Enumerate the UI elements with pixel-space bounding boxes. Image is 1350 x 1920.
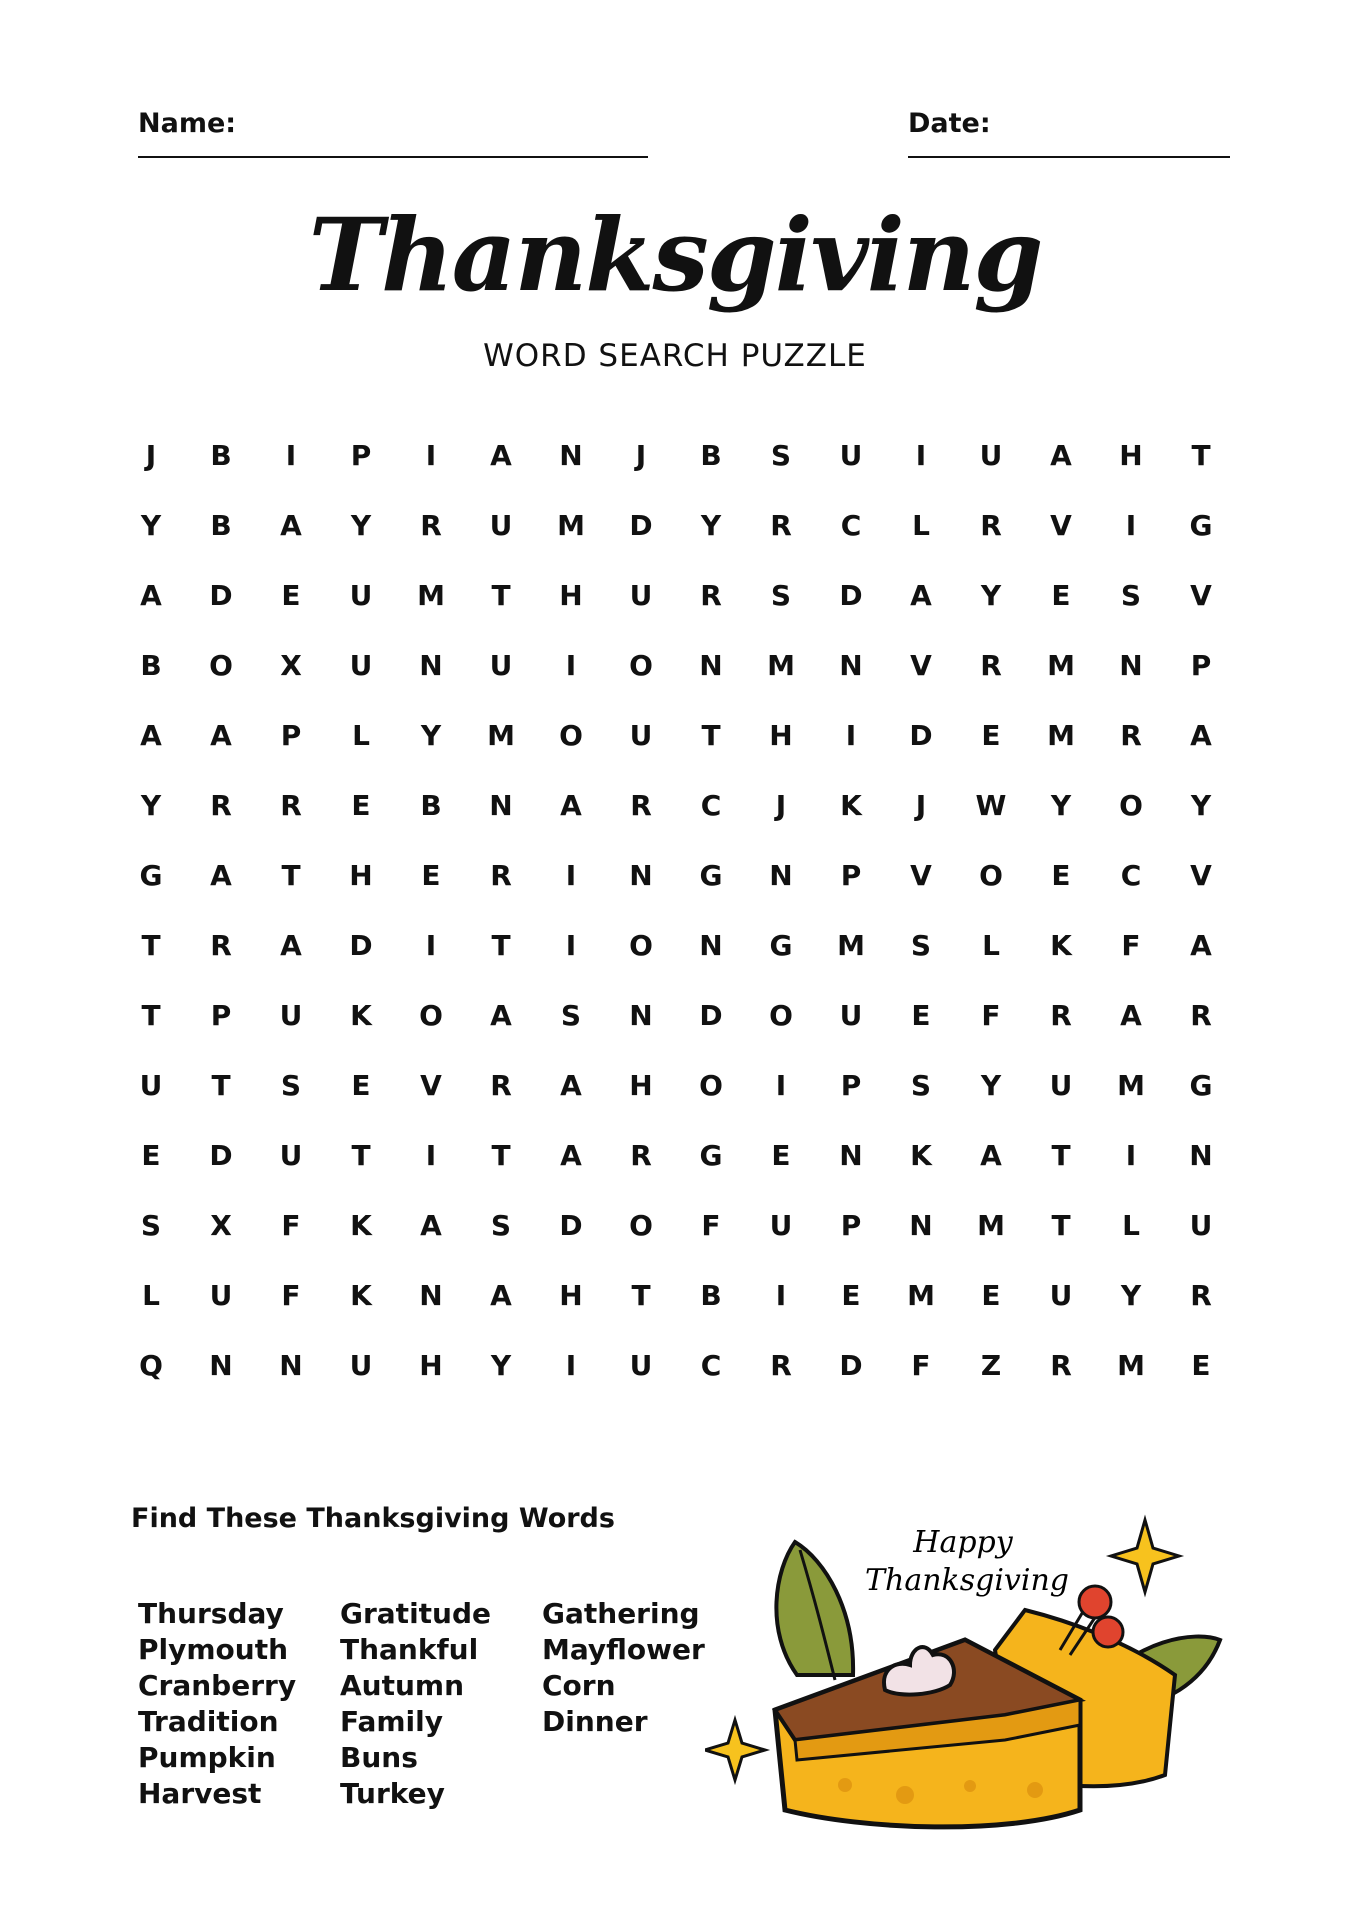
leaf-icon: [776, 1542, 853, 1675]
grid-letter[interactable]: D: [699, 998, 723, 1032]
grid-letter[interactable]: P: [840, 858, 862, 892]
grid-letter[interactable]: E: [351, 1068, 371, 1102]
grid-letter[interactable]: I: [775, 1068, 787, 1102]
grid-letter[interactable]: Q: [139, 1348, 163, 1382]
grid-letter[interactable]: N: [699, 648, 723, 682]
grid-letter[interactable]: H: [559, 1278, 583, 1312]
word-list-item: Turkey: [340, 1777, 445, 1810]
grid-letter[interactable]: K: [350, 1278, 372, 1312]
grid-letter[interactable]: G: [699, 858, 723, 892]
grid-letter[interactable]: F: [911, 1348, 931, 1382]
grid-letter[interactable]: M: [1117, 1348, 1145, 1382]
grid-letter[interactable]: A: [560, 788, 582, 822]
grid-letter[interactable]: L: [352, 718, 370, 752]
word-list-column: [340, 1596, 491, 1812]
grid-letter[interactable]: O: [559, 718, 583, 752]
grid-letter[interactable]: H: [349, 858, 373, 892]
grid-letter[interactable]: O: [419, 998, 443, 1032]
grid-letter[interactable]: Y: [140, 788, 162, 822]
grid-letter[interactable]: A: [1050, 438, 1072, 472]
grid-letter[interactable]: A: [1190, 928, 1212, 962]
word-list-column: [542, 1596, 705, 1740]
grid-letter[interactable]: K: [910, 1138, 932, 1172]
grid-letter[interactable]: U: [279, 1138, 303, 1172]
grid-letter[interactable]: A: [1190, 718, 1212, 752]
grid-letter[interactable]: V: [420, 1068, 442, 1102]
grid-letter[interactable]: T: [281, 858, 301, 892]
grid-letter[interactable]: P: [840, 1208, 862, 1242]
grid-letter[interactable]: C: [840, 508, 862, 542]
grid-letter[interactable]: F: [1121, 928, 1141, 962]
word-list-heading: Find These Thanksgiving Words: [131, 1503, 615, 1534]
grid-letter[interactable]: E: [1191, 1348, 1211, 1382]
grid-letter[interactable]: M: [487, 718, 515, 752]
grid-letter[interactable]: M: [907, 1278, 935, 1312]
grid-letter[interactable]: N: [489, 788, 513, 822]
grid-letter[interactable]: I: [565, 1348, 577, 1382]
grid-letter[interactable]: I: [425, 438, 437, 472]
grid-letter[interactable]: U: [629, 718, 653, 752]
grid-letter[interactable]: O: [1119, 788, 1143, 822]
grid-letter[interactable]: S: [770, 578, 792, 612]
grid-letter[interactable]: O: [629, 1208, 653, 1242]
grid-letter[interactable]: O: [629, 928, 653, 962]
grid-letter[interactable]: W: [975, 788, 1007, 822]
grid-letter[interactable]: I: [845, 718, 857, 752]
word-list-item: Plymouth: [138, 1633, 289, 1666]
grid-letter[interactable]: N: [1119, 648, 1143, 682]
grid-letter[interactable]: N: [419, 648, 443, 682]
grid-letter[interactable]: P: [350, 438, 372, 472]
grid-letter[interactable]: C: [700, 1348, 722, 1382]
grid-letter[interactable]: Y: [350, 508, 372, 542]
grid-letter[interactable]: S: [910, 1068, 932, 1102]
grid-letter[interactable]: U: [979, 438, 1003, 472]
grid-letter[interactable]: H: [1119, 438, 1143, 472]
word-list-item: Tradition: [138, 1705, 279, 1738]
grid-letter[interactable]: T: [1191, 438, 1211, 472]
grid-letter[interactable]: N: [699, 928, 723, 962]
grid-letter[interactable]: S: [560, 998, 582, 1032]
grid-letter[interactable]: L: [912, 508, 930, 542]
grid-letter[interactable]: R: [630, 1138, 652, 1172]
grid-letter[interactable]: R: [490, 858, 512, 892]
grid-letter[interactable]: H: [769, 718, 793, 752]
grid-letter[interactable]: P: [280, 718, 302, 752]
grid-letter[interactable]: R: [1050, 1348, 1072, 1382]
word-list-item: Buns: [340, 1741, 418, 1774]
grid-letter[interactable]: I: [1125, 1138, 1137, 1172]
name-input-line[interactable]: [138, 156, 648, 158]
grid-letter[interactable]: A: [210, 718, 232, 752]
grid-letter[interactable]: Y: [980, 578, 1002, 612]
grid-letter[interactable]: T: [491, 928, 511, 962]
grid-letter[interactable]: E: [141, 1138, 161, 1172]
happy-caption: Happy: [913, 1525, 1013, 1560]
grid-letter[interactable]: U: [839, 438, 863, 472]
grid-letter[interactable]: N: [909, 1208, 933, 1242]
grid-letter[interactable]: T: [631, 1278, 651, 1312]
grid-letter[interactable]: T: [491, 1138, 511, 1172]
word-list-item: Gratitude: [340, 1597, 492, 1630]
grid-letter[interactable]: R: [980, 508, 1002, 542]
grid-letter[interactable]: Y: [980, 1068, 1002, 1102]
grid-letter[interactable]: E: [421, 858, 441, 892]
word-list-item: Thankful: [340, 1633, 479, 1666]
grid-letter[interactable]: R: [210, 788, 232, 822]
word-list-item: Corn: [542, 1669, 616, 1702]
grid-letter[interactable]: L: [1122, 1208, 1140, 1242]
grid-letter[interactable]: U: [839, 998, 863, 1032]
word-list-item: Harvest: [138, 1777, 262, 1810]
grid-letter[interactable]: N: [559, 438, 583, 472]
word-list-item: Dinner: [542, 1705, 648, 1738]
grid-letter[interactable]: B: [700, 1278, 722, 1312]
grid-letter[interactable]: B: [140, 648, 162, 682]
grid-letter[interactable]: N: [279, 1348, 303, 1382]
grid-letter[interactable]: A: [280, 508, 302, 542]
grid-letter[interactable]: S: [910, 928, 932, 962]
grid-letter[interactable]: C: [1120, 858, 1142, 892]
grid-letter[interactable]: U: [349, 648, 373, 682]
grid-letter[interactable]: D: [909, 718, 933, 752]
grid-letter[interactable]: V: [910, 648, 932, 682]
grid-letter[interactable]: M: [977, 1208, 1005, 1242]
grid-letter[interactable]: K: [350, 998, 372, 1032]
grid-letter[interactable]: N: [839, 1138, 863, 1172]
grid-letter[interactable]: U: [489, 508, 513, 542]
grid-letter[interactable]: P: [1190, 648, 1212, 682]
grid-letter[interactable]: F: [281, 1208, 301, 1242]
grid-letter[interactable]: M: [1047, 718, 1075, 752]
grid-letter[interactable]: T: [1051, 1138, 1071, 1172]
grid-letter[interactable]: I: [1125, 508, 1137, 542]
grid-letter[interactable]: O: [629, 648, 653, 682]
word-list-item: Cranberry: [138, 1669, 297, 1702]
grid-letter[interactable]: T: [491, 578, 511, 612]
grid-letter[interactable]: M: [557, 508, 585, 542]
grid-letter[interactable]: H: [629, 1068, 653, 1102]
grid-letter[interactable]: A: [560, 1068, 582, 1102]
grid-letter[interactable]: E: [911, 998, 931, 1032]
grid-letter[interactable]: D: [839, 578, 863, 612]
grid-letter[interactable]: E: [841, 1278, 861, 1312]
grid-letter[interactable]: M: [1047, 648, 1075, 682]
grid-letter[interactable]: S: [140, 1208, 162, 1242]
grid-letter[interactable]: A: [210, 858, 232, 892]
grid-letter[interactable]: R: [490, 1068, 512, 1102]
word-list-column: [138, 1596, 296, 1812]
grid-letter[interactable]: J: [775, 788, 787, 822]
grid-letter[interactable]: R: [420, 508, 442, 542]
grid-letter[interactable]: D: [349, 928, 373, 962]
grid-letter[interactable]: F: [281, 1278, 301, 1312]
grid-letter[interactable]: O: [699, 1068, 723, 1102]
word-list-item: Gathering: [542, 1597, 700, 1630]
name-label: Name:: [138, 108, 237, 139]
grid-letter[interactable]: E: [981, 718, 1001, 752]
grid-letter[interactable]: B: [210, 438, 232, 472]
grid-letter[interactable]: F: [701, 1208, 721, 1242]
grid-letter[interactable]: U: [1049, 1068, 1073, 1102]
grid-letter[interactable]: D: [209, 578, 233, 612]
grid-letter[interactable]: S: [280, 1068, 302, 1102]
grid-letter[interactable]: I: [565, 858, 577, 892]
grid-letter[interactable]: X: [210, 1208, 232, 1242]
grid-letter[interactable]: P: [840, 1068, 862, 1102]
grid-letter[interactable]: R: [630, 788, 652, 822]
grid-letter[interactable]: O: [769, 998, 793, 1032]
grid-letter[interactable]: V: [1190, 858, 1212, 892]
grid-letter[interactable]: Z: [980, 1348, 1002, 1382]
grid-letter[interactable]: J: [915, 788, 927, 822]
grid-letter[interactable]: L: [142, 1278, 160, 1312]
grid-letter[interactable]: D: [559, 1208, 583, 1242]
grid-letter[interactable]: R: [770, 508, 792, 542]
grid-letter[interactable]: N: [629, 998, 653, 1032]
grid-letter[interactable]: N: [209, 1348, 233, 1382]
grid-letter[interactable]: D: [629, 508, 653, 542]
grid-letter[interactable]: I: [915, 438, 927, 472]
grid-letter[interactable]: U: [349, 1348, 373, 1382]
grid-letter[interactable]: X: [280, 648, 302, 682]
grid-letter[interactable]: E: [981, 1278, 1001, 1312]
grid-letter[interactable]: T: [141, 928, 161, 962]
grid-letter[interactable]: A: [280, 928, 302, 962]
grid-letter[interactable]: K: [350, 1208, 372, 1242]
grid-letter[interactable]: G: [1189, 508, 1213, 542]
grid-letter[interactable]: M: [767, 648, 795, 682]
grid-letter[interactable]: M: [837, 928, 865, 962]
grid-letter[interactable]: U: [279, 998, 303, 1032]
grid-letter[interactable]: Y: [1050, 788, 1072, 822]
grid-letter[interactable]: S: [1120, 578, 1142, 612]
grid-letter[interactable]: B: [420, 788, 442, 822]
grid-letter[interactable]: Y: [700, 508, 722, 542]
date-label: Date:: [908, 108, 991, 139]
grid-letter[interactable]: U: [489, 648, 513, 682]
grid-letter[interactable]: O: [209, 648, 233, 682]
grid-letter[interactable]: I: [425, 1138, 437, 1172]
grid-letter[interactable]: M: [1117, 1068, 1145, 1102]
grid-letter[interactable]: K: [840, 788, 862, 822]
grid-letter[interactable]: E: [1051, 578, 1071, 612]
grid-letter[interactable]: D: [839, 1348, 863, 1382]
grid-letter[interactable]: U: [139, 1068, 163, 1102]
page-title: Thanksgiving: [308, 196, 1042, 314]
grid-letter[interactable]: R: [700, 578, 722, 612]
grid-letter[interactable]: T: [1051, 1208, 1071, 1242]
grid-letter[interactable]: A: [140, 718, 162, 752]
grid-letter[interactable]: N: [1189, 1138, 1213, 1172]
grid-letter[interactable]: V: [1050, 508, 1072, 542]
grid-letter[interactable]: U: [1189, 1208, 1213, 1242]
pie-illustration: [705, 1490, 1265, 1840]
grid-letter[interactable]: R: [770, 1348, 792, 1382]
grid-letter[interactable]: I: [565, 648, 577, 682]
grid-letter[interactable]: A: [980, 1138, 1002, 1172]
grid-letter[interactable]: G: [1189, 1068, 1213, 1102]
berry-icon: [1079, 1586, 1111, 1618]
grid-letter[interactable]: F: [981, 998, 1001, 1032]
grid-letter[interactable]: T: [351, 1138, 371, 1172]
grid-letter[interactable]: Y: [420, 718, 442, 752]
grid-letter[interactable]: B: [700, 438, 722, 472]
grid-letter[interactable]: Y: [1190, 788, 1212, 822]
sparkle-icon: [1111, 1520, 1179, 1592]
grid-letter[interactable]: K: [1050, 928, 1072, 962]
grid-letter[interactable]: E: [351, 788, 371, 822]
grid-letter[interactable]: N: [419, 1278, 443, 1312]
grid-letter[interactable]: A: [1120, 998, 1142, 1032]
grid-letter[interactable]: I: [285, 438, 297, 472]
grid-letter[interactable]: S: [770, 438, 792, 472]
grid-letter[interactable]: L: [982, 928, 1000, 962]
grid-letter[interactable]: C: [700, 788, 722, 822]
cream-icon: [884, 1647, 954, 1694]
word-list-item: Autumn: [340, 1669, 465, 1702]
grid-letter[interactable]: J: [145, 438, 157, 472]
grid-letter[interactable]: G: [769, 928, 793, 962]
grid-letter[interactable]: O: [979, 858, 1003, 892]
grid-letter[interactable]: R: [1050, 998, 1072, 1032]
grid-letter[interactable]: G: [699, 1138, 723, 1172]
grid-letter[interactable]: U: [769, 1208, 793, 1242]
grid-letter[interactable]: N: [629, 858, 653, 892]
grid-letter[interactable]: N: [769, 858, 793, 892]
grid-letter[interactable]: Y: [140, 508, 162, 542]
grid-letter[interactable]: J: [635, 438, 647, 472]
grid-letter[interactable]: N: [839, 648, 863, 682]
word-list-item: Mayflower: [542, 1633, 705, 1666]
grid-letter[interactable]: A: [560, 1138, 582, 1172]
grid-letter[interactable]: S: [490, 1208, 512, 1242]
grid-letter[interactable]: T: [701, 718, 721, 752]
grid-letter[interactable]: U: [1049, 1278, 1073, 1312]
grid-letter[interactable]: I: [565, 928, 577, 962]
grid-letter[interactable]: G: [139, 858, 163, 892]
word-list-item: Pumpkin: [138, 1741, 276, 1774]
grid-letter[interactable]: B: [210, 508, 232, 542]
grid-letter[interactable]: A: [420, 1208, 442, 1242]
grid-letter[interactable]: R: [210, 928, 232, 962]
thanksgiving-caption: Thanksgiving: [865, 1563, 1069, 1598]
grid-letter[interactable]: U: [349, 578, 373, 612]
grid-letter[interactable]: A: [910, 578, 932, 612]
grid-letter[interactable]: R: [1120, 718, 1142, 752]
grid-letter[interactable]: A: [140, 578, 162, 612]
grid-letter[interactable]: E: [1051, 858, 1071, 892]
grid-letter[interactable]: D: [209, 1138, 233, 1172]
grid-letter[interactable]: H: [559, 578, 583, 612]
page-subtitle: WORD SEARCH PUZZLE: [483, 338, 867, 374]
grid-letter[interactable]: Y: [490, 1348, 512, 1382]
grid-letter[interactable]: U: [629, 578, 653, 612]
grid-letter[interactable]: U: [629, 1348, 653, 1382]
grid-letter[interactable]: U: [209, 1278, 233, 1312]
word-list-item: Thursday: [138, 1597, 284, 1630]
date-input-line[interactable]: [908, 156, 1230, 158]
grid-letter[interactable]: A: [490, 438, 512, 472]
grid-letter[interactable]: E: [281, 578, 301, 612]
grid-letter[interactable]: P: [210, 998, 232, 1032]
grid-letter[interactable]: H: [419, 1348, 443, 1382]
letter-grid: [116, 420, 1236, 1400]
grid-letter[interactable]: I: [425, 928, 437, 962]
grid-letter[interactable]: Y: [1120, 1278, 1142, 1312]
grid-letter[interactable]: I: [775, 1278, 787, 1312]
word-list-item: Family: [340, 1705, 444, 1738]
grid-letter[interactable]: T: [211, 1068, 231, 1102]
grid-letter[interactable]: R: [280, 788, 302, 822]
grid-letter[interactable]: V: [910, 858, 932, 892]
grid-letter[interactable]: R: [1190, 998, 1212, 1032]
grid-letter[interactable]: A: [490, 998, 512, 1032]
grid-letter[interactable]: E: [771, 1138, 791, 1172]
grid-letter[interactable]: T: [141, 998, 161, 1032]
grid-letter[interactable]: M: [417, 578, 445, 612]
grid-letter[interactable]: R: [980, 648, 1002, 682]
grid-letter[interactable]: A: [490, 1278, 512, 1312]
grid-letter[interactable]: R: [1190, 1278, 1212, 1312]
grid-letter[interactable]: V: [1190, 578, 1212, 612]
